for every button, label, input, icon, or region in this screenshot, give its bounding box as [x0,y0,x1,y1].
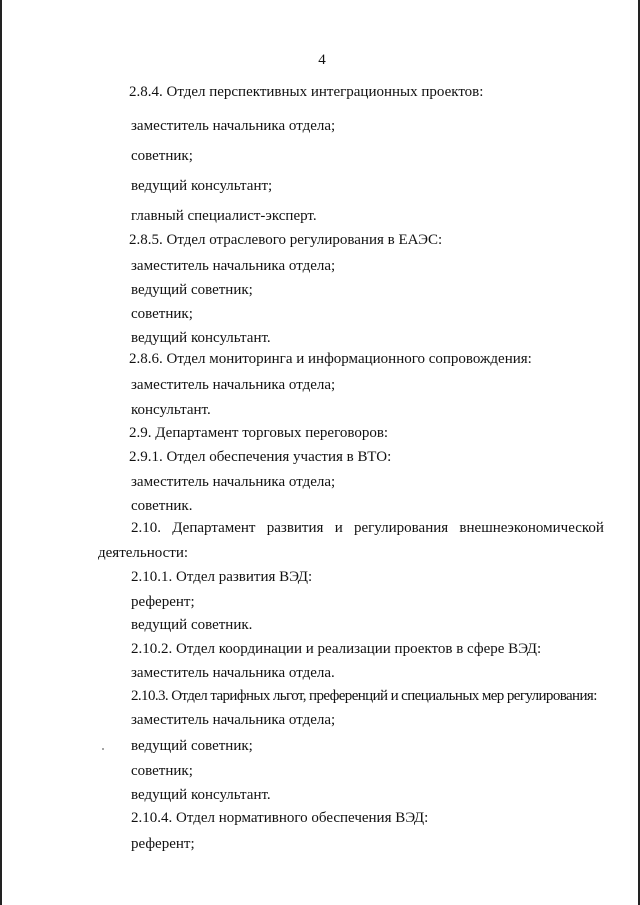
list-item: консультант. [131,402,211,418]
scan-speck [102,748,104,750]
heading-word: развития [266,520,324,536]
list-item: советник. [131,498,193,514]
list-item: заместитель начальника отдела; [131,118,336,134]
heading-word: Департамент [172,520,256,536]
heading-word: внешнеэкономической [459,520,604,536]
list-item: советник; [131,763,193,779]
list-item: ведущий консультант; [131,178,273,194]
section-heading-2-10-2: 2.10.2. Отдел координации и реализации проектов в сфере ВЭД: [131,641,542,657]
list-item: заместитель начальника отдела; [131,377,336,393]
list-item: заместитель начальника отдела; [131,258,336,274]
list-item: советник; [131,148,193,164]
list-item: заместитель начальника отдела; [131,712,336,728]
section-heading-continuation: деятельности: [98,545,189,561]
page-number: 4 [318,52,326,68]
section-heading-2-8-4: 2.8.4. Отдел перспективных интеграционных проектов: [129,84,484,100]
list-item: заместитель начальника отдела. [131,665,335,681]
list-item: референт; [131,836,195,852]
section-heading-2-8-5: 2.8.5. Отдел отраслевого регулирования в ЕАЭС: [129,232,443,248]
list-item: ведущий консультант. [131,330,271,346]
section-heading-2-10-1: 2.10.1. Отдел развития ВЭД: [131,569,313,585]
section-heading-2-9: 2.9. Департамент торговых переговоров: [129,425,389,441]
list-item: советник; [131,306,193,322]
heading-word: регулирования [353,520,449,536]
list-item: главный специалист-эксперт. [131,208,317,224]
list-item: ведущий советник; [131,282,253,298]
list-item: референт; [131,594,195,610]
section-heading-2-8-6: 2.8.6. Отдел мониторинга и информационного сопровождения: [129,351,532,367]
section-heading-2-9-1: 2.9.1. Отдел обеспечения участия в ВТО: [129,449,392,465]
list-item: ведущий консультант. [131,787,271,803]
section-heading-2-10-3: 2.10.3. Отдел тарифных льгот, преференций и специальных мер регулирования: [131,688,597,704]
heading-word: 2.10. [131,520,161,536]
list-item: ведущий советник. [131,617,253,633]
section-heading-2-10-4: 2.10.4. Отдел нормативного обеспечения ВЭД: [131,810,429,826]
heading-word: и [334,520,343,536]
list-item: ведущий советник; [131,738,253,754]
list-item: заместитель начальника отдела; [131,474,336,490]
section-heading-2-10 [131,519,604,537]
